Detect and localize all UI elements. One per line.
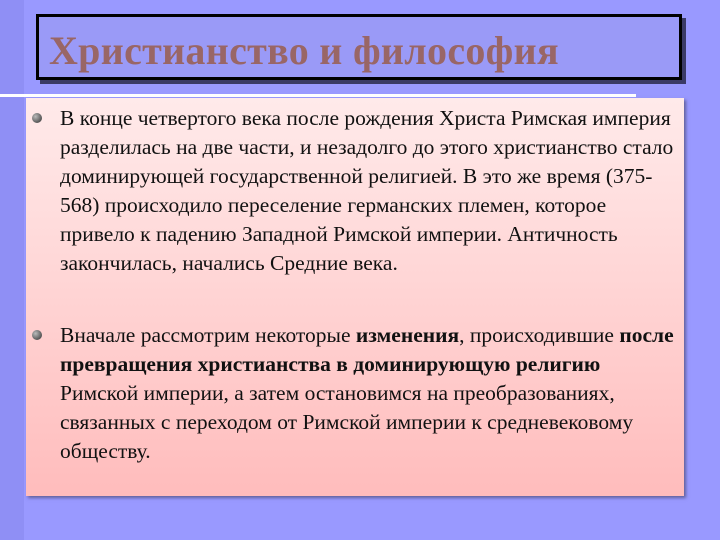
bullet-icon [32, 113, 42, 123]
paragraph-2-bold-2: после превращения христианства в доминирующую религию [60, 323, 674, 376]
left-decorative-stripe [0, 0, 24, 540]
paragraph-2 [60, 321, 682, 466]
title-box [36, 14, 682, 80]
slide-title: Христианство и философия [49, 28, 559, 73]
paragraph-2-text-2: , происходившие [459, 323, 620, 347]
title-underline [0, 94, 636, 97]
paragraph-2-bold-1: изменения [355, 323, 460, 347]
content-panel [26, 98, 684, 496]
paragraph-2-text-1: Вначале рассмотрим некоторые [60, 323, 356, 347]
paragraph-2-text-3: Римской империи, а затем остановимся на преобразованиях, связанных с переходом от Римской империи к средневековому обществу. [60, 381, 634, 463]
paragraph-1: В конце четвертого века после рождения Христа Римская империя разделилась на две части, и незадолго до этого христианство стало доминирующей государственной религией. В это же время (375-568) происходило переселение германских племен, которое привело к падению Западной Римской империи. Античность закончилась, начались Средние века. [60, 106, 674, 275]
bullet-icon [32, 330, 42, 340]
